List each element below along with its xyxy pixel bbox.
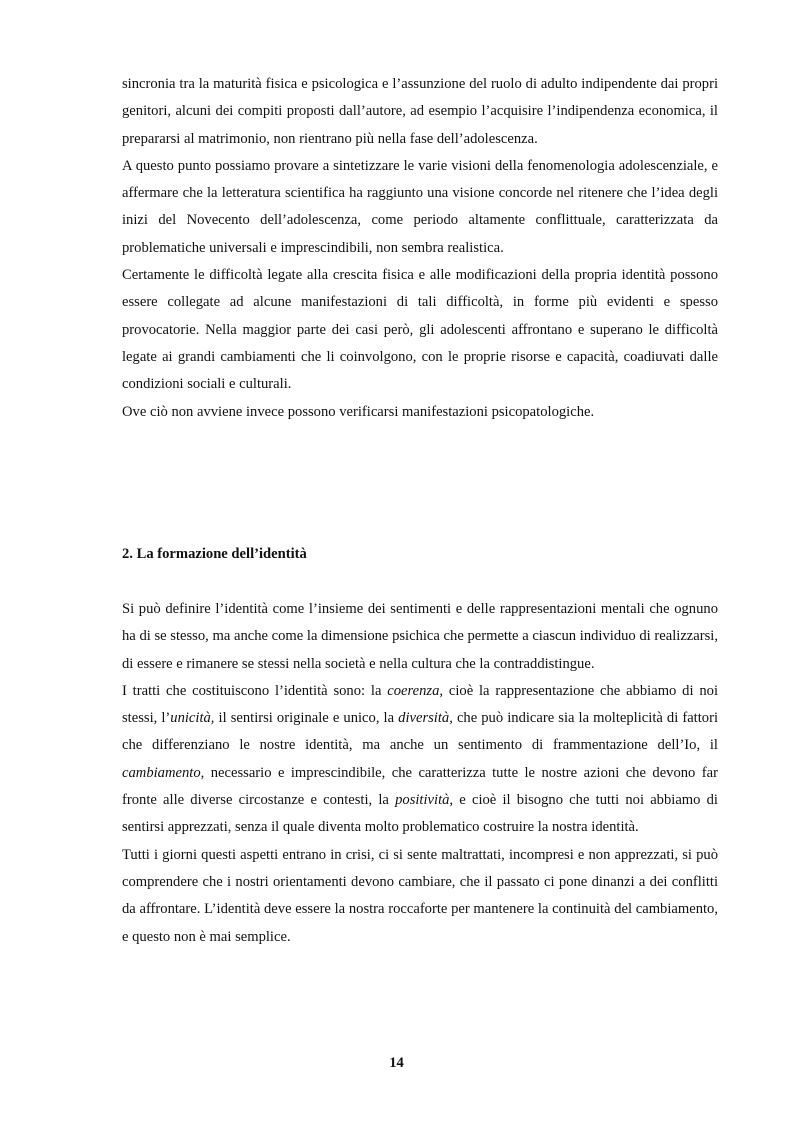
section-2-text bbox=[122, 596, 718, 951]
text-run: e cioè il bisogno che tutti noi abbiamo di sentirsi apprezzati, senza il quale diventa molto problematico costruire la nostra identità. bbox=[122, 792, 718, 836]
term-positivita: positività, bbox=[395, 792, 454, 809]
paragraph: sincronia tra la maturità fisica e psicologica e l’assunzione del ruolo di adulto indipendente dai propri genitori, alcuni dei compiti proposti dall’autore, ad esempio l’acquisire l’indipendenza economica, il prepararsi al matrimonio, non rientrano più nella fase dell’adolescenza. bbox=[122, 76, 718, 147]
paragraph-identity-traits bbox=[122, 678, 718, 842]
term-cambiamento: cambiamento bbox=[122, 764, 201, 781]
section-1-text bbox=[122, 71, 718, 426]
text-run: il sentirsi originale e unico, la bbox=[214, 710, 399, 727]
paragraph: Ove ciò non avviene invece possono verificarsi manifestazioni psicopatologiche. bbox=[122, 403, 595, 420]
text-run: , necessario e imprescindibile, che caratterizza tutte le nostre azioni che devono far fronte alle diverse circostanze e contesti, la bbox=[122, 764, 718, 809]
paragraph: Si può definire l’identità come l’insieme dei sentimenti e delle rappresentazioni mentali che ognuno ha di se stesso, ma anche come la dimensione psichica che permette a ciascun individuo di realizzarsi, di essere e rimanere se stessi nella società e nella cultura che la contraddistingue. bbox=[122, 601, 718, 672]
text-run: che può indicare sia la molteplicità di fattori che differenziano le nostre identità, ma anche un sentimento di frammentazione dell’Io, il bbox=[122, 710, 718, 754]
paragraph: Tutti i giorni questi aspetti entrano in crisi, ci si sente maltrattati, incompresi e non apprezzati, si può comprendere che i nostri orientamenti devono cambiare, che il passato ci pone dinanzi a dei conflitti da affrontare. L’identità deve essere la nostra roccaforte per mantenere la continuità del cambiamento, e questo non è mai semplice. bbox=[122, 846, 718, 945]
text-run: cioè la rappresentazione che abbiamo di noi stessi, l’ bbox=[122, 682, 718, 727]
term-diversita: diversità, bbox=[398, 710, 453, 727]
page-number: 14 bbox=[389, 1055, 404, 1071]
paragraph: Certamente le difficoltà legate alla crescita fisica e alle modificazioni della propria identità possono essere collegate ad alcune manifestazioni di tali difficoltà, in forme più evidenti e spesso provocatorie. Nella maggior parte dei casi però, gli adolescenti affrontano e superano le difficoltà legate ai grandi cambiamenti che li coinvolgono, con le proprie risorse e capacità, coadiuvati dalle condizioni sociali e culturali. bbox=[122, 267, 718, 393]
term-unicita: unicità, bbox=[170, 710, 215, 727]
paragraph: A questo punto possiamo provare a sintetizzare le varie visioni della fenomenologia adolescenziale, e affermare che la letteratura scientifica ha raggiunto una visione concorde nel ritenere che l’idea degli inizi del Novecento dell’adolescenza, come periodo altamente conflittuale, caratterizzata da problematiche universali e imprescindibili, non sembra realistica. bbox=[122, 157, 718, 256]
term-coerenza: coerenza, bbox=[387, 682, 444, 699]
text-run: I tratti che costituiscono l’identità sono: la bbox=[122, 682, 388, 699]
section-heading: 2. La formazione dell’identità bbox=[122, 546, 307, 562]
